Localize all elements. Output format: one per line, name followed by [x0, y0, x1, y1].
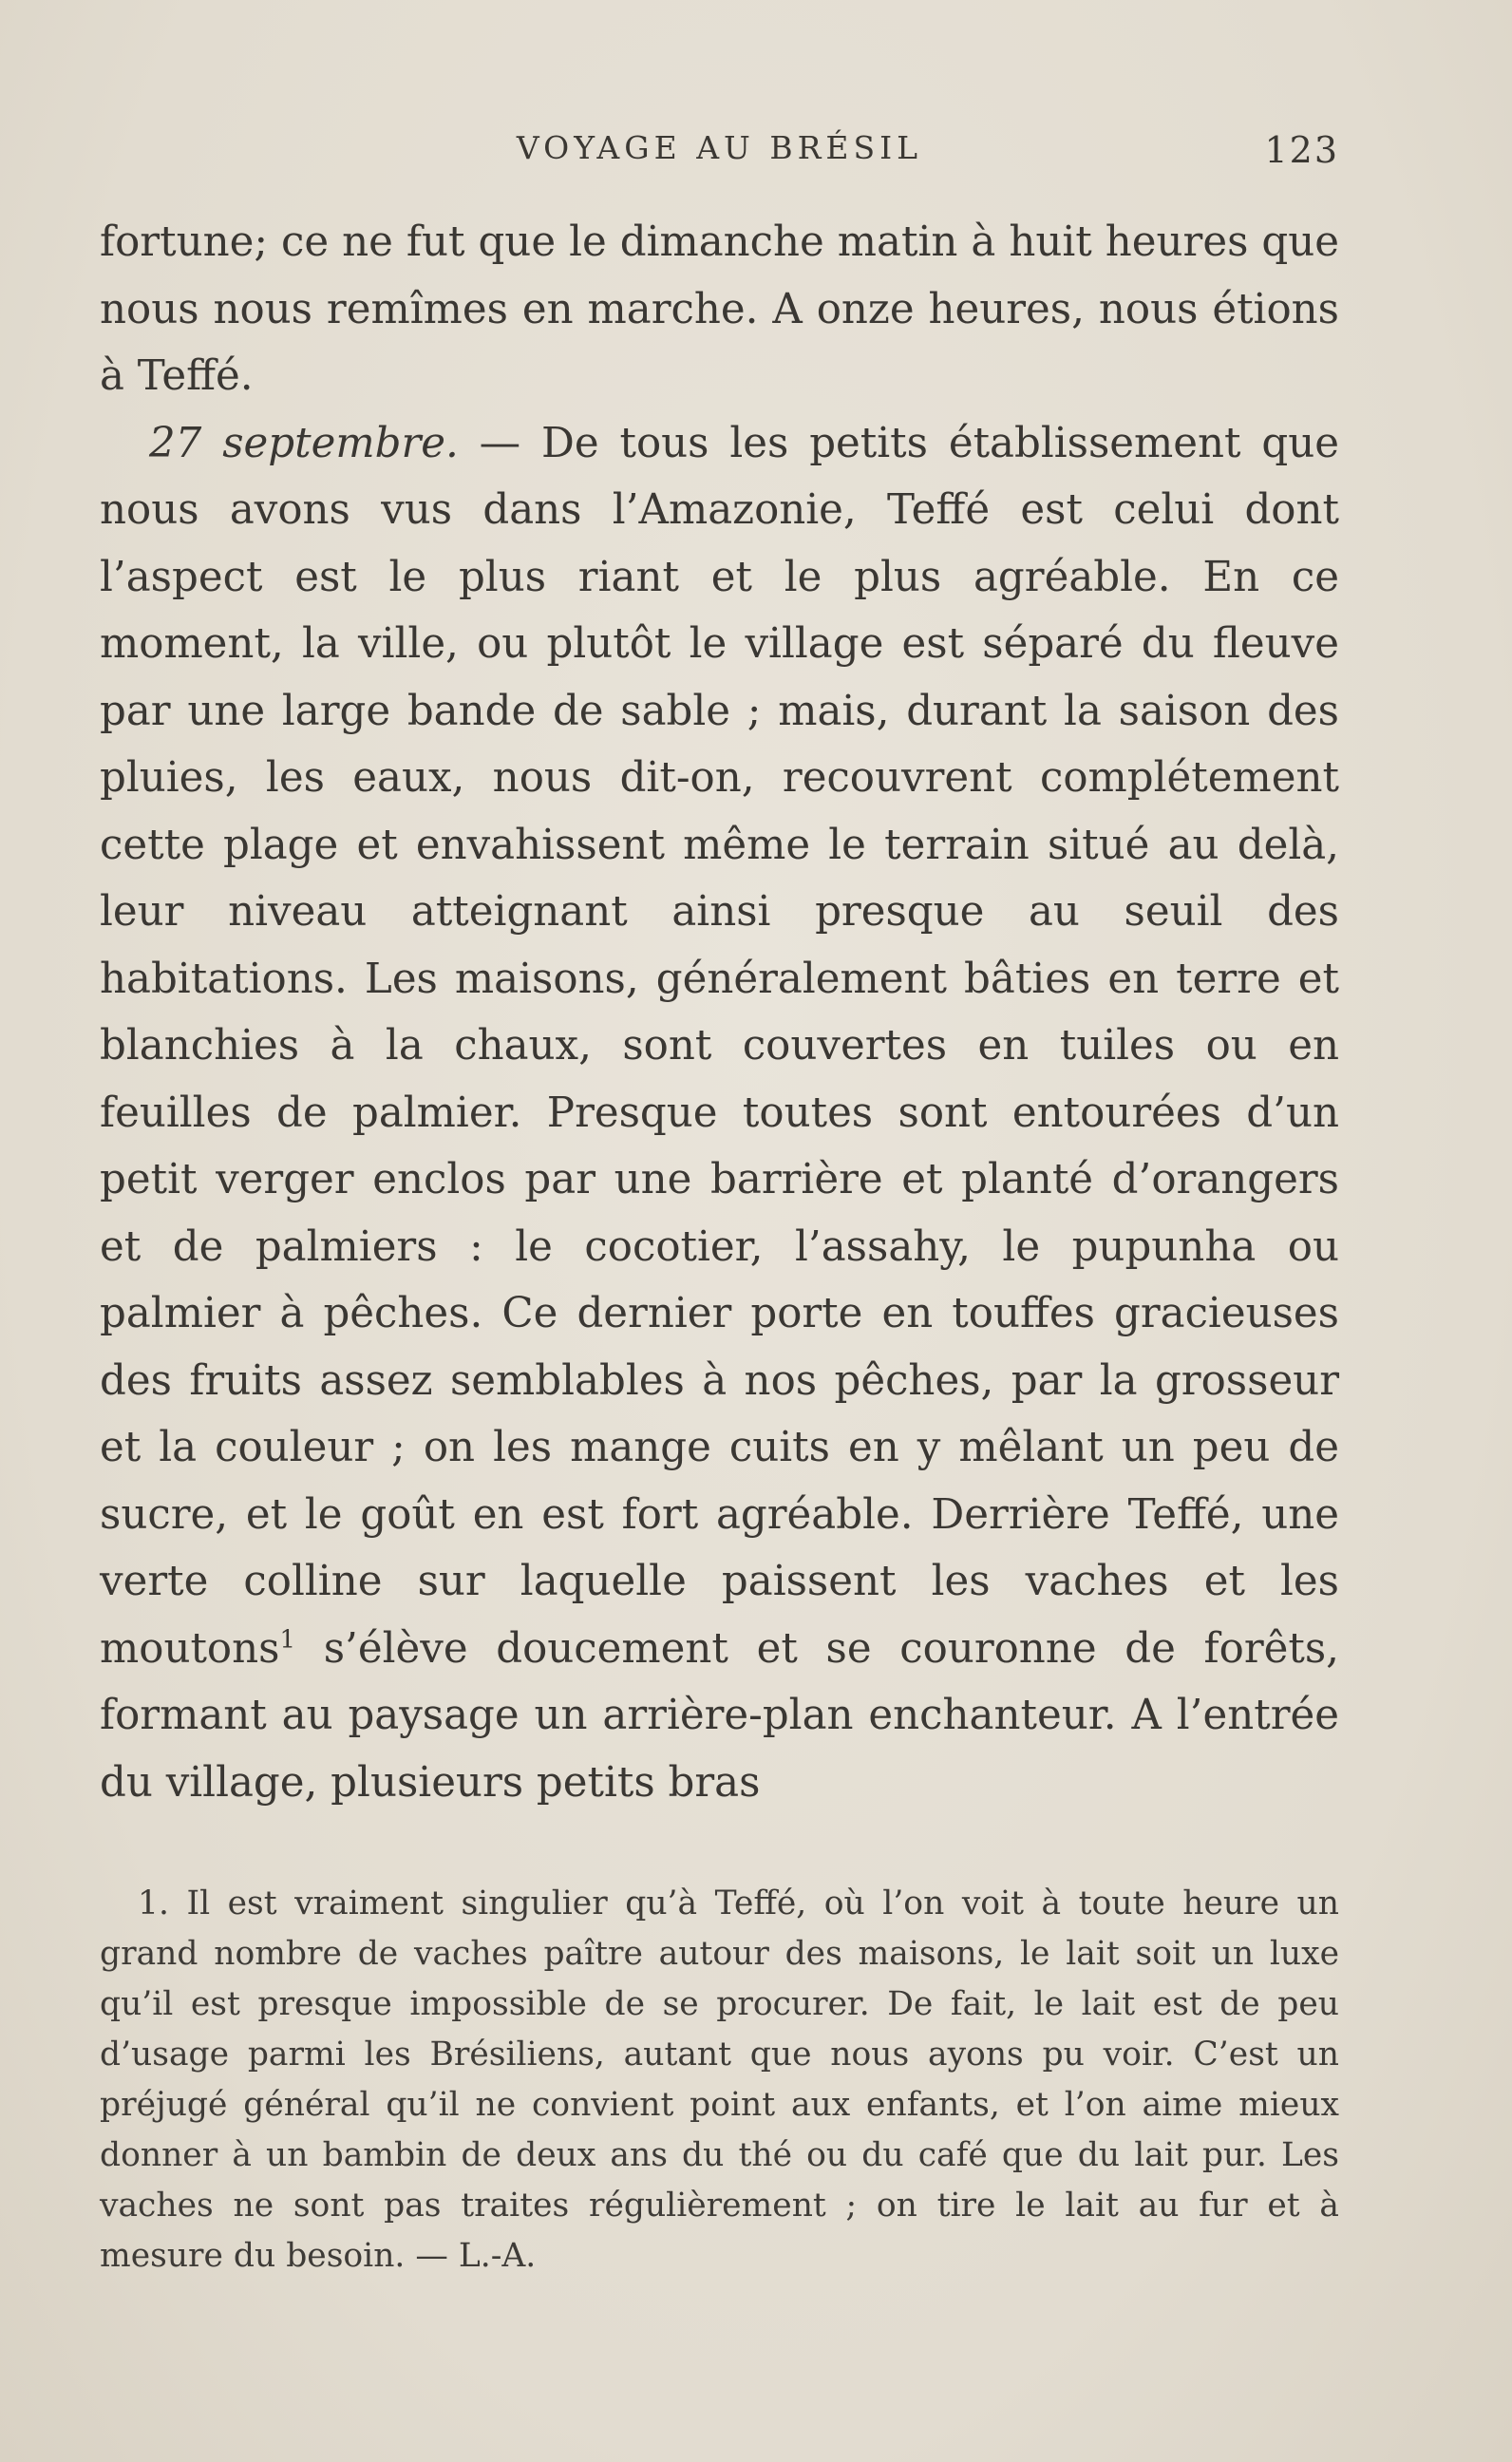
footnote	[100, 1879, 1339, 2282]
main-text	[100, 209, 1339, 1816]
footnote-text: 1. Il est vraiment singulier qu’à Teffé, où l’on voit à toute heure un grand nombre de vaches paître autour des maisons, le lait soit un luxe qu’il est presque impossible de se procurer. De fait, le lait est de peu d’usage parmi les Brésiliens, autant que nous ayons pu voir. C’est un préjugé général qu’il ne convient point aux enfants, et l’on aime mieux donner à un bambin de deux ans du thé ou du café que du lait pur. Les vaches ne sont pas traites régulièrement ; on tire le lait au fur et à mesure du besoin. — L.-A.	[100, 1884, 1339, 2275]
paragraph-text: — De tous les petits établissement que nous avons vus dans l’Amazonie, Teffé est celui dont l’aspect est le plus riant et le plus agréable. En ce moment, la ville, ou plutôt le village est séparé du fleuve par une large bande de sable ; mais, durant la saison des pluies, les eaux, nous dit-on, recouvrent complétement cette plage et envahissent même le terrain situé au delà, leur niveau atteignant ainsi presque au seuil des habitations. Les maisons, généralement bâties en terre et blanchies à la chaux, sont couvertes en tuiles ou en feuilles de palmier. Presque toutes sont entourées d’un petit verger enclos par une barrière et planté d’orangers et de palmiers : le cocotier, l’assahy, le pupunha ou palmier à pêches. Ce dernier porte en touffes gracieuses des fruits assez semblables à nos pêches, par la grosseur et la couleur ; on les mange cuits en y mêlant un peu de sucre, et le goût en est fort agréable. Derrière Teffé, une verte colline sur laquelle paissent les vaches et les moutons	[100, 419, 1340, 1673]
paragraph-text-continued: s’élève doucement et se couronne de forêts, formant au paysage un arrière-plan enchanteur. A l’entrée du village, plusieurs petits bras	[100, 1624, 1339, 1807]
running-head	[100, 129, 1339, 177]
page-number: 123	[1264, 129, 1339, 171]
footnote-reference: 1	[279, 1625, 296, 1654]
paragraph-dated-entry	[100, 410, 1339, 1817]
paragraph-continuation: fortune; ce ne fut que le dimanche matin à huit heures que nous nous remîmes en marche. A onze heures, nous étions à Teffé.	[100, 218, 1339, 400]
running-title: VOYAGE AU BRÉSIL	[516, 129, 923, 166]
entry-date: 27 septembre.	[149, 419, 459, 467]
